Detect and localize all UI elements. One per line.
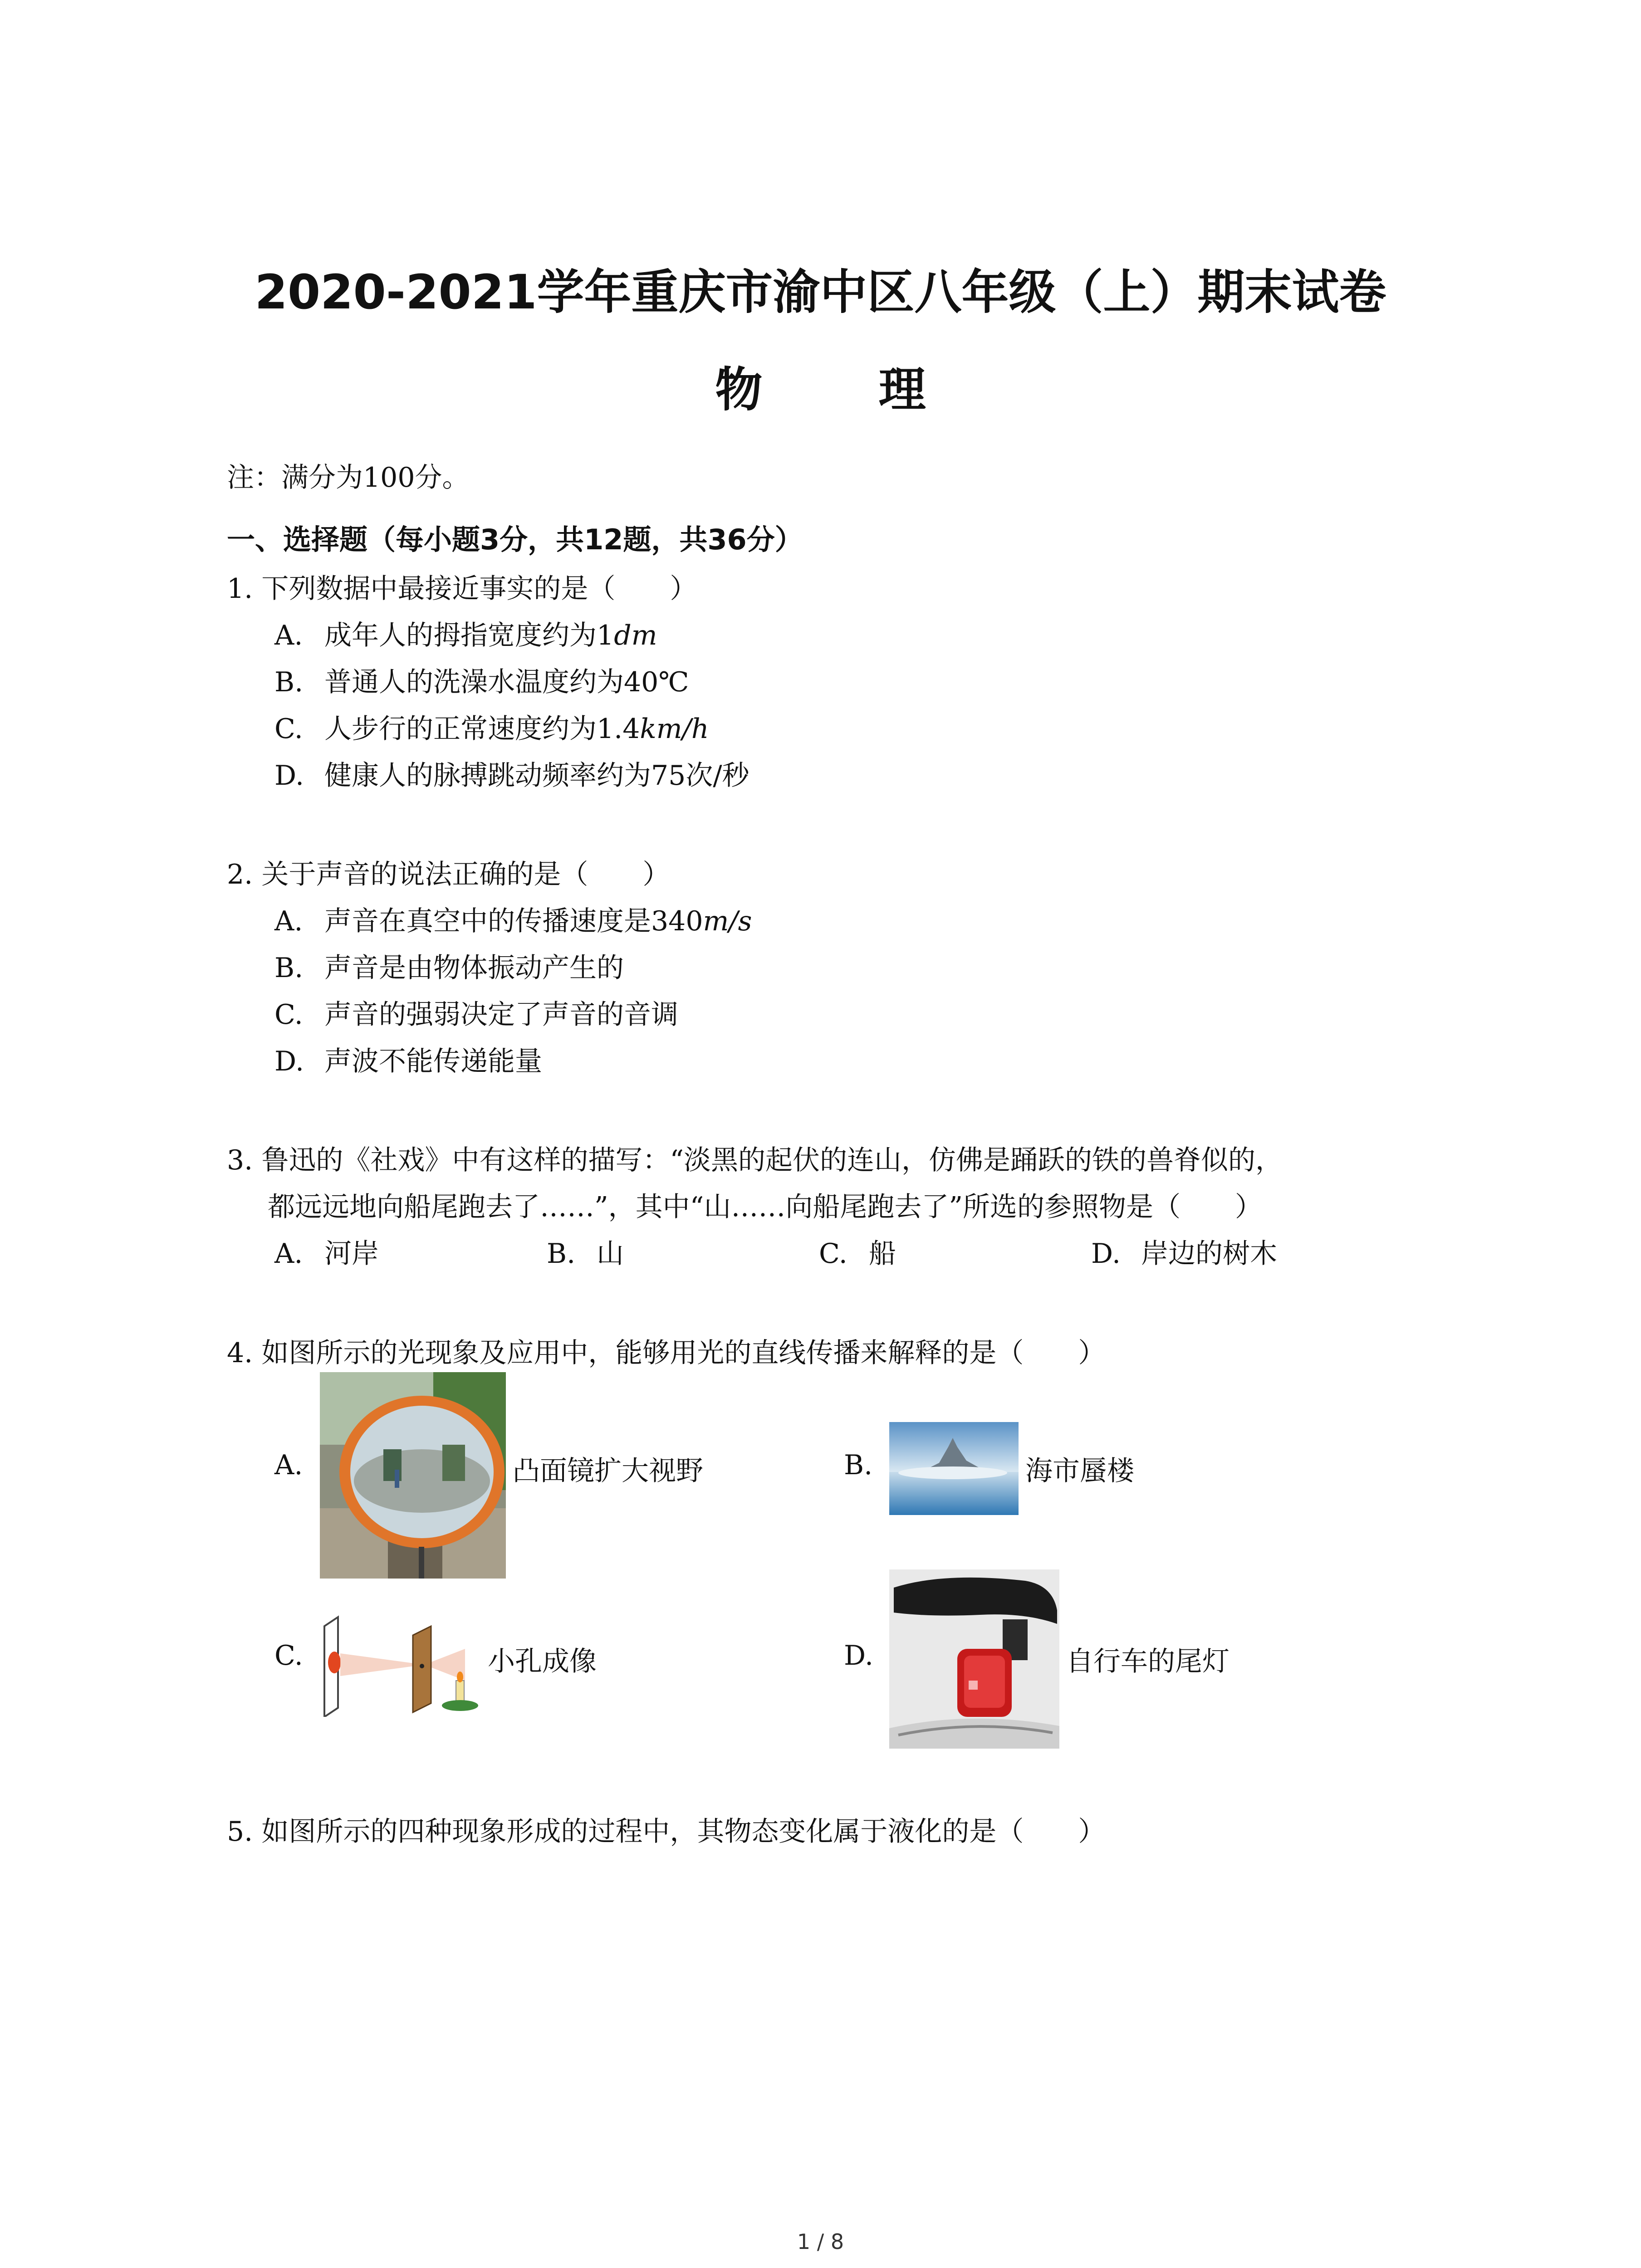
question-1-option-a[interactable] [274,614,657,653]
question-3-option-b[interactable] [547,1232,624,1271]
convex-mirror-photo-icon [320,1372,506,1579]
option-text: 声音在真空中的传播速度是340 [324,905,703,937]
question-4-option-c-label[interactable]: C. [274,1640,303,1672]
question-3-option-d[interactable] [1091,1232,1277,1271]
question-2-option-b[interactable] [274,946,624,985]
option-label: C. [274,713,303,745]
question-2-stem: 2. 关于声音的说法正确的是（ ） [227,859,670,890]
option-label: A. [274,620,303,651]
pinhole-diagram-icon [320,1613,492,1717]
option-label: B. [274,952,304,984]
question-2-option-d[interactable] [274,1040,542,1079]
option-unit: dm [614,620,657,651]
question-4-option-a-text: 凸面镜扩大视野 [513,1455,703,1487]
option-text: 成年人的拇指宽度约为1 [324,620,614,651]
option-label: B. [547,1238,576,1270]
question-4-option-c-text: 小孔成像 [488,1646,597,1677]
question-4-option-d-text: 自行车的尾灯 [1066,1646,1230,1677]
section-heading: 一、选择题（每小题3分，共12题，共36分） [227,523,803,556]
option-text: 普通人的洗澡水温度约为40℃ [324,666,689,698]
question-3-stem-line-2: 都远远地向船尾跑去了……”，其中“山……向船尾跑去了”所选的参照物是（ ） [268,1191,1263,1223]
option-text: 岸边的树木 [1141,1238,1277,1270]
mirage-photo-icon [889,1422,1019,1515]
option-label: C. [819,1238,847,1270]
option-text: 河岸 [324,1238,379,1270]
question-4-option-d-label[interactable]: D. [844,1640,874,1672]
option-unit: km/h [640,713,709,745]
exam-title: 2020-2021学年重庆市渝中区八年级（上）期末试卷 [255,264,1386,320]
question-4-option-b-label[interactable]: B. [844,1449,873,1481]
question-3-option-a[interactable] [274,1232,379,1271]
option-label: D. [1091,1238,1121,1270]
question-2-option-a[interactable] [274,899,752,938]
option-label: D. [274,1046,304,1077]
option-text: 山 [597,1238,624,1270]
score-note: 注：满分为100分。 [227,462,470,494]
option-label: A. [274,1238,303,1270]
question-1-option-c[interactable] [274,707,709,746]
question-1-stem: 1. 下列数据中最接近事实的是（ ） [227,573,697,605]
bike-taillight-photo-icon [889,1569,1059,1749]
question-1-option-b[interactable] [274,660,689,699]
option-label: D. [274,760,304,792]
question-4-option-b-text: 海市蜃楼 [1025,1455,1134,1487]
option-text: 声音的强弱决定了声音的音调 [324,999,678,1031]
option-label: C. [274,999,303,1031]
question-5-stem: 5. 如图所示的四种现象形成的过程中，其物态变化属于液化的是（ ） [227,1816,1106,1848]
question-4-option-a-label[interactable]: A. [274,1449,303,1481]
option-text: 声音是由物体振动产生的 [324,952,624,984]
option-text: 声波不能传递能量 [324,1046,542,1077]
option-label: A. [274,905,303,937]
exam-subject: 物 理 [715,362,976,417]
page-number: 1 / 8 [797,2229,844,2254]
question-3-option-c[interactable] [819,1232,896,1271]
option-unit: m/s [703,905,752,937]
question-4-stem: 4. 如图所示的光现象及应用中，能够用光的直线传播来解释的是（ ） [227,1337,1106,1369]
option-text: 船 [869,1238,896,1270]
option-text: 健康人的脉搏跳动频率约为75次/秒 [324,760,749,792]
question-2-option-c[interactable] [274,993,678,1032]
question-1-option-d[interactable] [274,754,749,793]
question-3-stem-line-1: 3. 鲁迅的《社戏》中有这样的描写：“淡黑的起伏的连山，仿佛是踊跃的铁的兽脊似的， [227,1144,1283,1176]
option-label: B. [274,666,304,698]
option-text: 人步行的正常速度约为1.4 [324,713,640,745]
